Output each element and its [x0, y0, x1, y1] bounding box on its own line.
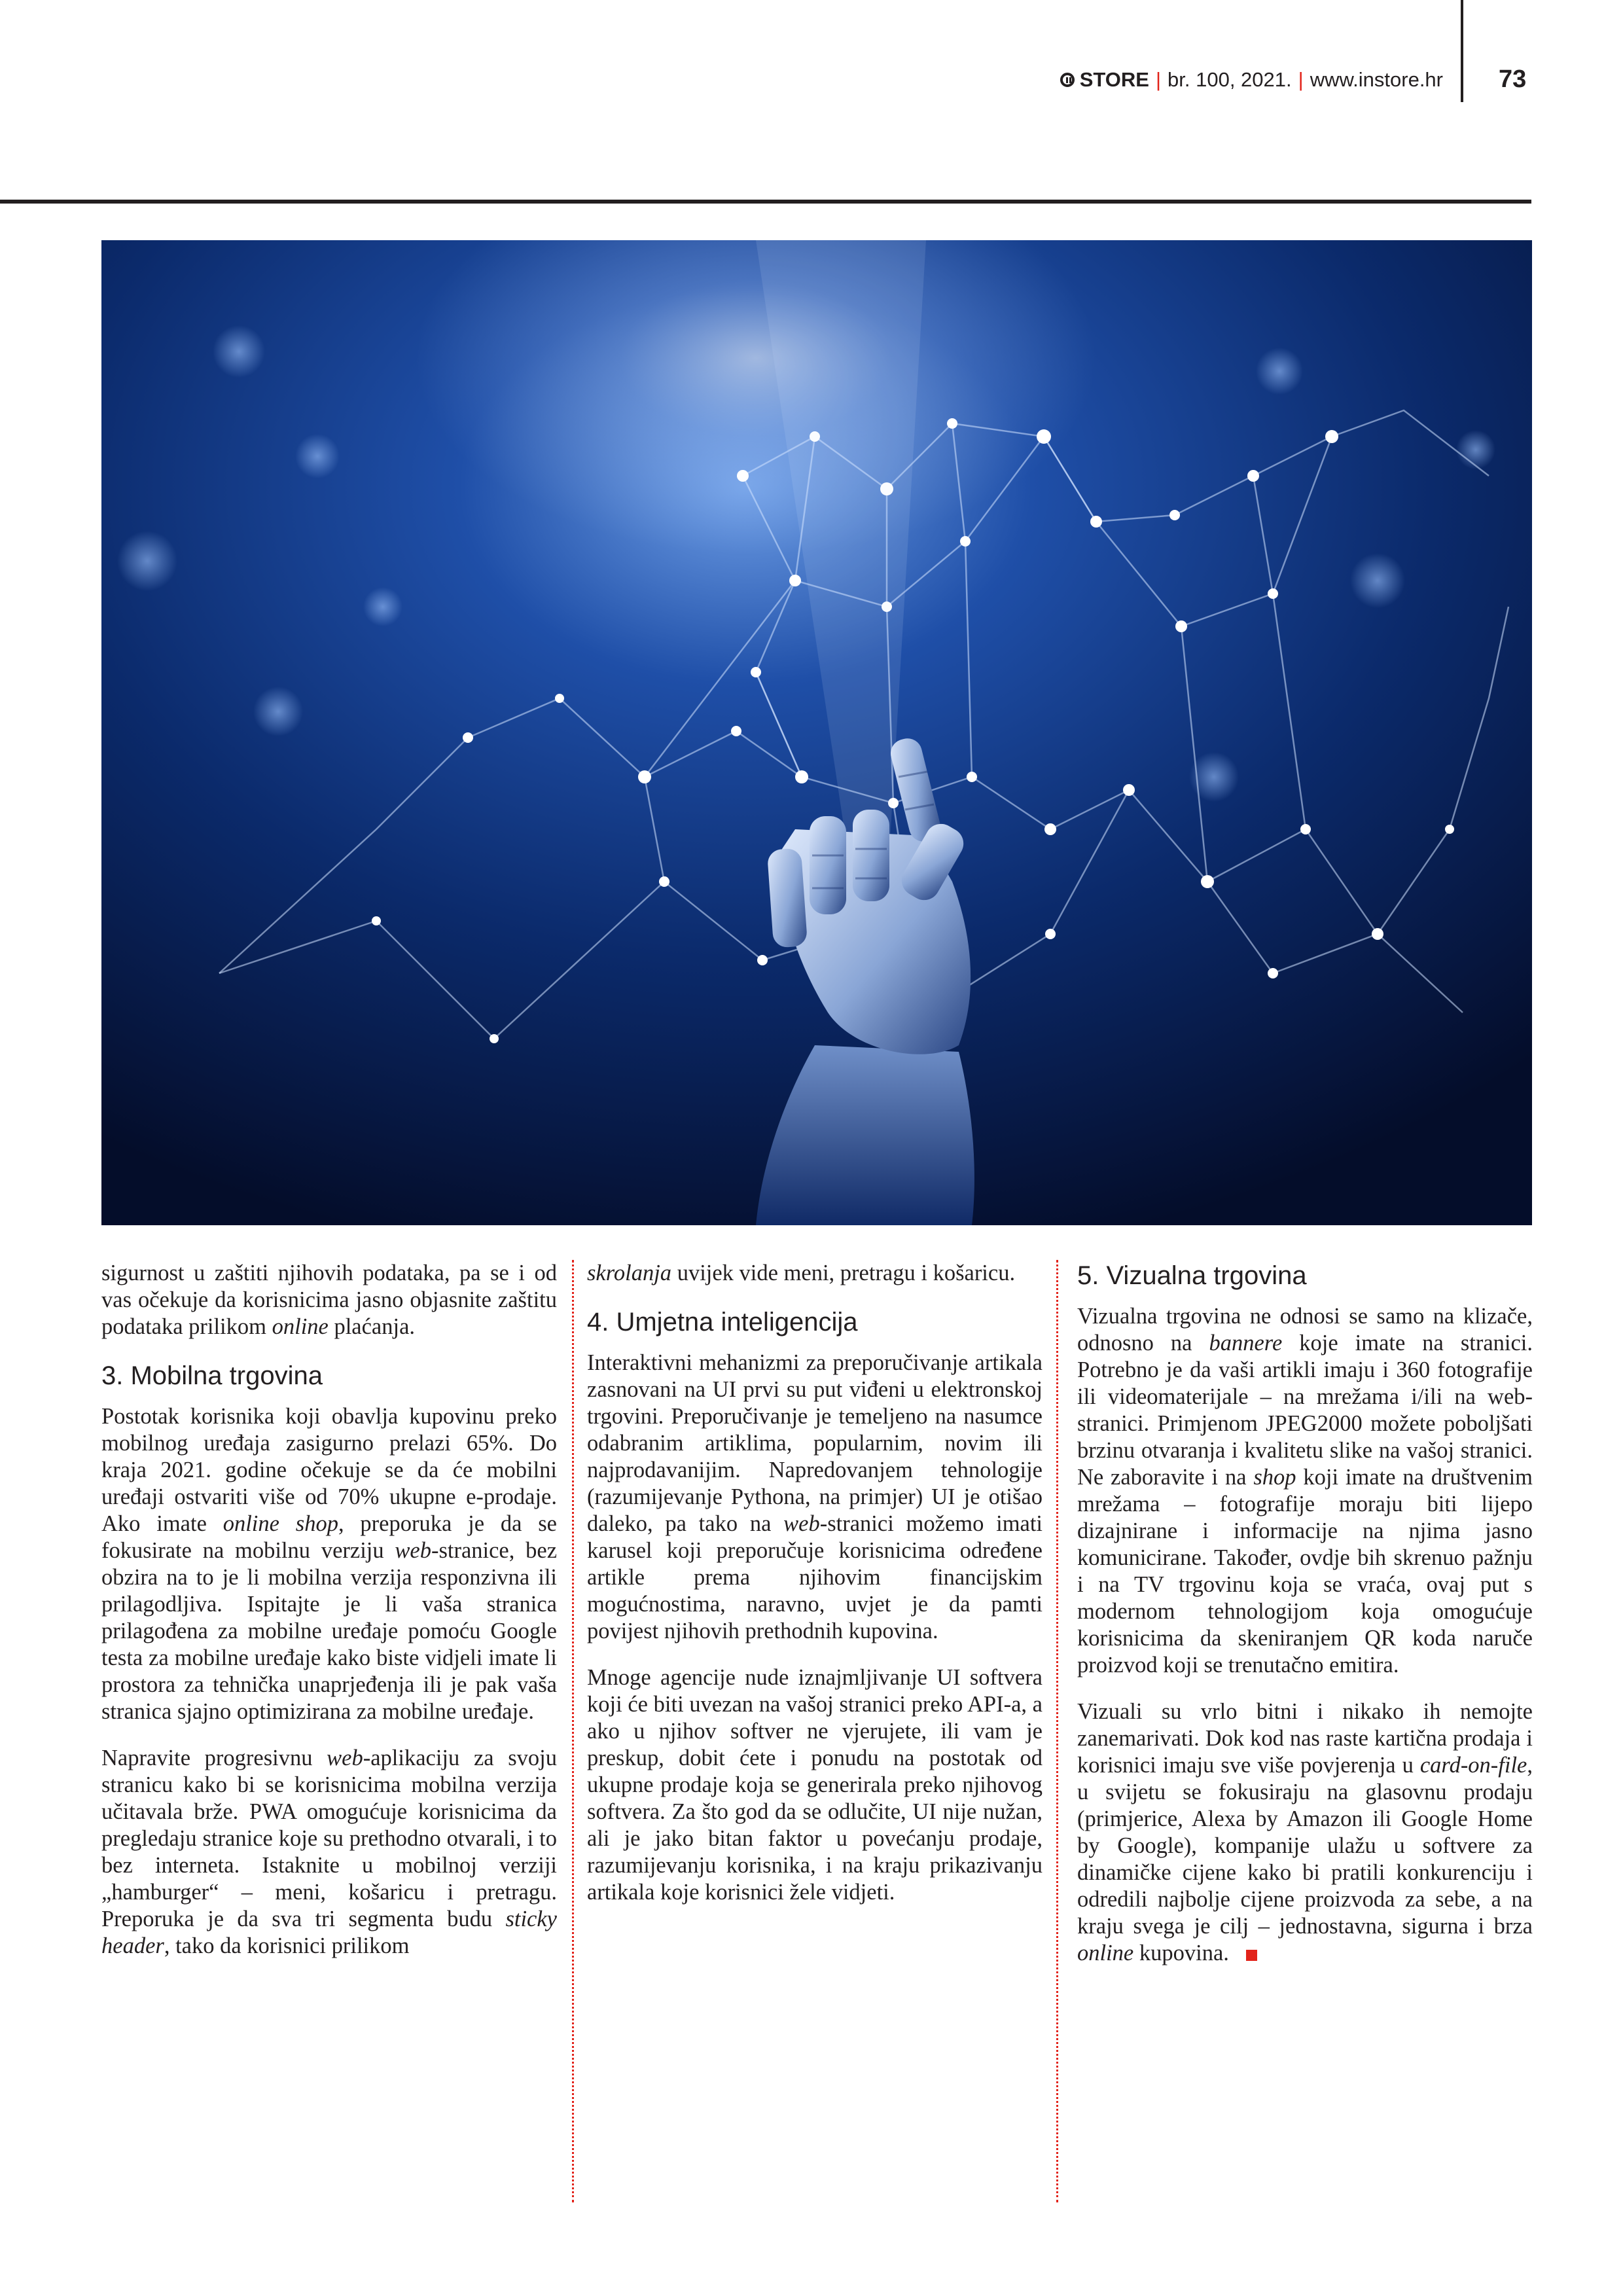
running-header: [1060, 68, 1443, 92]
article-end-mark: [1246, 1950, 1257, 1961]
paragraph: Vizuali su vrlo bitni i nikako ih nemojte zanemarivati. Dok kod nas raste kartična prodaja i korisnici imaju sve više povjerenja u card-on-file, u svijetu se fokusiraju na glasovnu prodaju (primjerice, Alexa by Amazon ili Google Home by Google), kompanije ulažu u softvere za dinamičke cijene kako bi pratili konkurenciju i odredili najbolje cijene proizvoda za sebe, a na kraju svega je cilj – jednostavna, sigurna i brza online kupovina.: [1077, 1699, 1533, 1965]
instore-logo-icon: [1060, 73, 1075, 87]
paragraph: Vizualna trgovina ne odnosi se samo na klizače, odnosno na bannere koje imate na stranici. Potrebno je da vaši artikli imaju i 360 fotografije ili videomaterijale – na mrežama i/ili na web-stranici. Primjenom JPEG2000 možete poboljšati brzinu otvaranja i kvalitetu slike na vašoj stranici. Ne zaboravite i na shop koji imate na društvenim mrežama – fotografije moraju biti lijepo dizajnirane i informacije na njima jasno komunicirane. Također, ovdje bih skrenuo pažnju i na TV trgovinu koja se vraća, ovaj put s modernom tehnologijom koja omogućuje korisnicima da skeniranjem QR koda naruče proizvod koji se trenutačno emitira.: [1077, 1304, 1533, 1677]
paragraph: Postotak korisnika koji obavlja kupovinu preko mobilnog uređaja zasigurno prelazi 65%. Do kraja 2021. godine očekuje se da će mobilni uređaji ostvariti više od 70% ukupne e-prodaje. Ako imate online shop, preporuka je da se fokusirate na mobilnu verziju web-stranice, bez obzira na to je li mobilna verzija responzivna ili prilagodljiva. Ispitajte je li vaša stranica prilagođena za mobilne uređaje pomoću Google testa za mobilne uređaje kako biste vidjeli imate li prostora za tehnička unaprjeđenja ili je pak vaša stranica sjajno optimizirana za mobilne uređaje.: [101, 1404, 558, 1724]
header-separator: |: [1155, 68, 1162, 91]
hero-image-robot-hand-network: [101, 240, 1532, 1225]
page-number: 73: [1499, 65, 1527, 93]
section-heading-artificial-intelligence: 4. Umjetna inteligencija: [587, 1308, 858, 1336]
article-column-3: [1077, 1260, 1533, 1986]
article-column-1: [101, 1260, 557, 1979]
magazine-brand: STORE: [1079, 68, 1149, 91]
column-divider: [1056, 1260, 1058, 2202]
section-heading-visual-commerce: 5. Vizualna trgovina: [1077, 1261, 1307, 1290]
column-divider: [572, 1260, 574, 2202]
paragraph: Napravite progresivnu web-aplikaciju za svoju stranicu kako bi se korisnicima mobilna verzija učitavala brže. PWA omogućuje korisnicima da pregledaju stranice koje su prethodno otvarali, i to bez interneta. Istaknite u mobilnoj verziji „hamburger“ – meni, košaricu i pretragu. Preporuka je da sva tri segmenta budu sticky header, tako da korisnici prilikom: [101, 1746, 557, 1958]
header-separator: |: [1298, 68, 1304, 91]
paragraph: Interaktivni mehanizmi za preporučivanje artikala zasnovani na UI prvi su put viđeni u elektronskoj trgovini. Preporučivanje je temeljeno na nasumce odabranim artiklima, popularnim, novim ili najprodavanijim. Napredovanjem tehnologije (razumijevanje Pythona, na primjer) UI je otišao daleko, pa tako na web-stranici možemo imati karusel koji preporučuje korisnicima određene artikle prema njihovim financijskim mogućnostima, naravno, uvjet je da pamti povijest njihovih prethodnih kupovina.: [587, 1350, 1043, 1643]
website-link[interactable]: www.instore.hr: [1310, 68, 1443, 91]
section-heading-mobile-commerce: 3. Mobilna trgovina: [101, 1361, 323, 1390]
issue-info: br. 100, 2021.: [1168, 68, 1292, 91]
header-rule: [0, 200, 1531, 204]
header-vertical-rule: [1461, 0, 1463, 102]
paragraph: Mnoge agencije nude iznajmljivanje UI softvera koji će biti uvezan na vašoj stranici preko API-a, a ako u njihov softver ne vjerujete, ili vam je preskup, dobit ćete i ponudu na postotak od ukupne prodaje koja se generirala preko njihovog softvera. Za što god da se odlučite, UI nije nužan, ali je jako bitan faktor u povećanju prodaje, razumijevanju korisnika, i na kraju prikazivanju artikala koje korisnici žele vidjeti.: [587, 1665, 1043, 1905]
article-column-2: [587, 1260, 1043, 1926]
paragraph-continued: sigurnost u zaštiti njihovih podataka, pa se i od vas očekuje da korisnicima jasno objasnite zaštitu podataka prilikom online plaćanja.: [101, 1261, 557, 1339]
paragraph-continued: skrolanja uvijek vide meni, pretragu i košaricu.: [587, 1261, 1016, 1285]
